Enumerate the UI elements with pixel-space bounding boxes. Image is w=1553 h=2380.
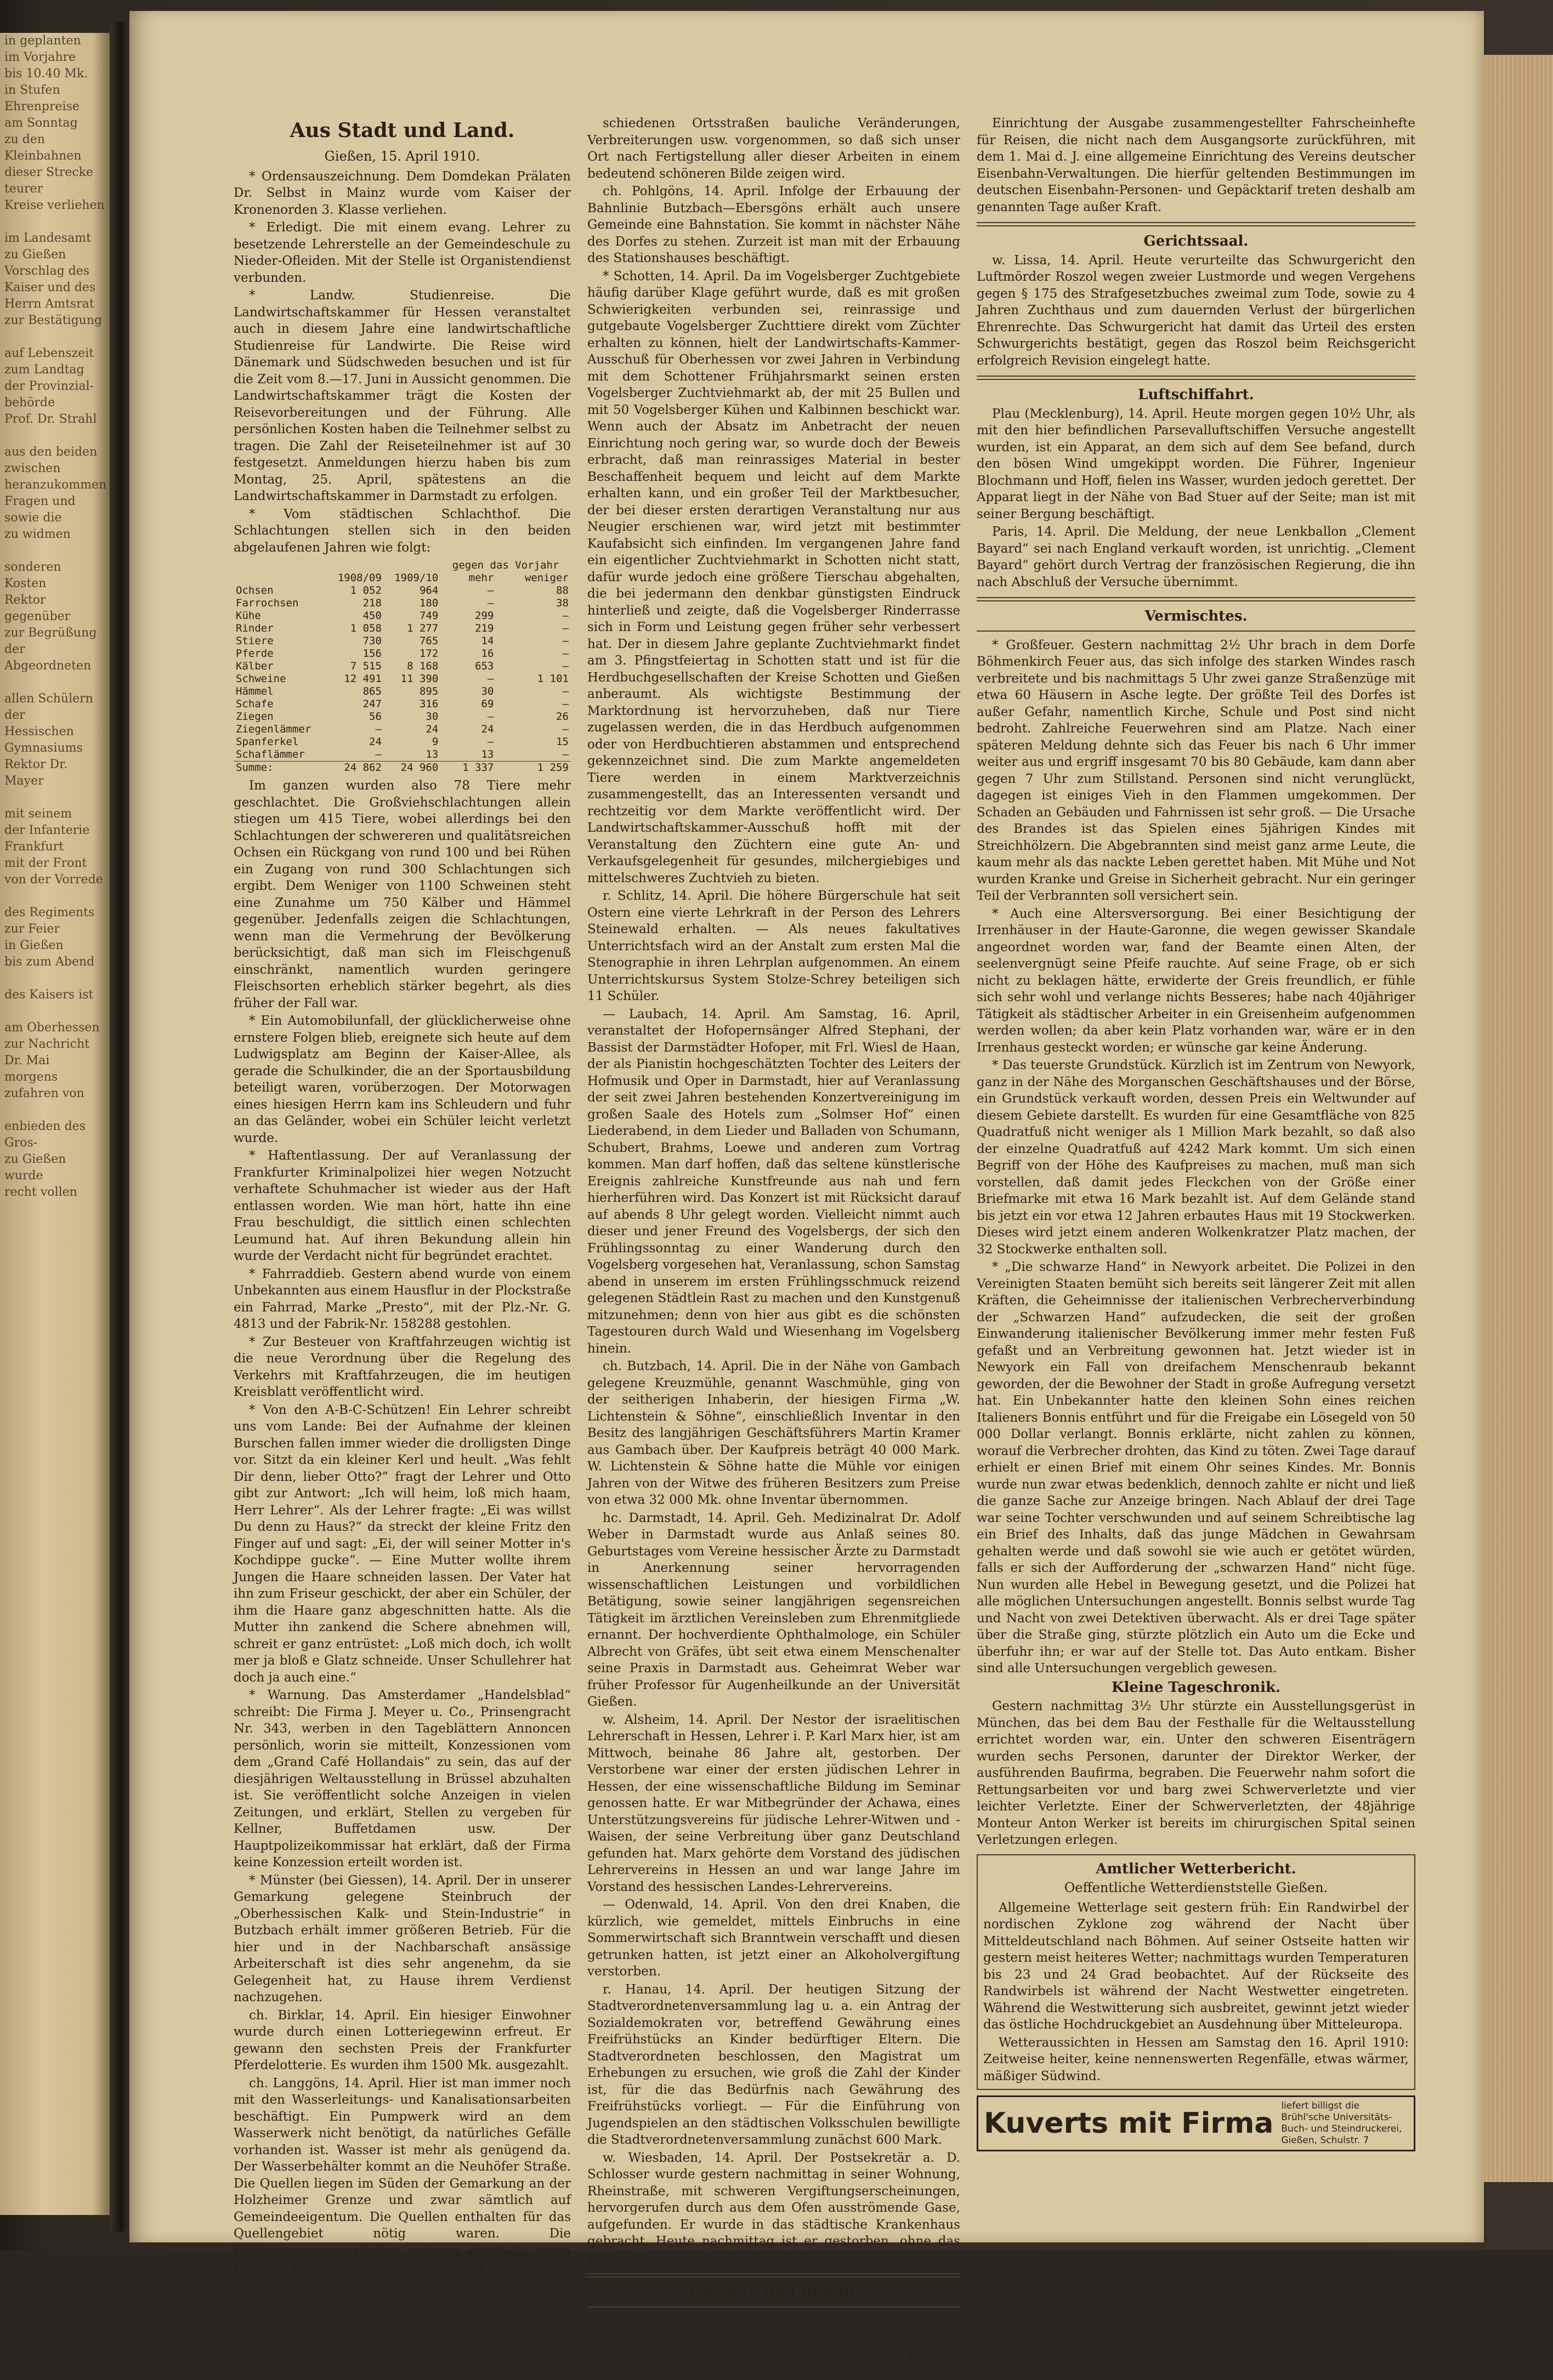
table-cell: — <box>562 660 569 672</box>
table-row <box>234 647 571 660</box>
table-row <box>234 673 571 685</box>
section-heading-aviation: Luftschiffahrt. <box>1138 387 1254 403</box>
advertisement-envelopes <box>977 2095 1415 2151</box>
table-cell: 30 <box>426 711 439 723</box>
weather-subheading: Oeffentliche Wetterdienststelle Gießen. <box>1064 1880 1328 1895</box>
table-row <box>234 584 571 597</box>
table-row <box>234 711 571 723</box>
article-paragraph: * Landw. Studienreise. Die Landwirtschaftskammer für Hessen veranstaltet auch in diesem Jahre eine landwirtschaftliche Studienreise für Landwirte. Die Reise wird Dänemark und Südschweden besuchen und ist für die Zeit vom 8.—17. Juni in Aussicht genommen. Die Landwirtschaftskammer trägt die Kosten der Reisevorbereitungen und der Führung. Alle persönlichen Kosten haben die Teilnehmer selbst zu tragen. Die Zahl der Reiseteilnehmer ist auf 30 festgesetzt. Anmeldungen hierzu haben bis zum Montag, 25. April, spätestens an die Landwirtschaftskammer in Darmstadt zu erfolgen. <box>234 288 571 503</box>
table-cell: — <box>487 597 494 609</box>
article-paragraph: Einrichtung der Ausgabe zusammengestellter Fahrscheinhefte für Reisen, die nicht nach dem Ausgangsorte zurückführen, mit dem 1. Mai d. J. eine allgemeine Einrichtung des Vereins deutscher Eisenbahn-Verwaltungen. Die hierfür geltenden Bestimmungen im deutschen Eisenbahn-Personen- und Gepäcktarif treten deshalb am genannten Tage außer Kraft. <box>977 116 1415 214</box>
table-cell: 12 491 <box>344 673 382 685</box>
table-row <box>234 610 571 622</box>
table-cell: 1 052 <box>350 584 382 597</box>
table-cell: — <box>562 723 569 735</box>
article-paragraph: * „Die schwarze Hand“ in Newyork arbeitet. Die Polizei in den Vereinigten Staaten bemüht sich bereits seit längerer Zeit mit allen Kräften, die Geheimnisse der italienischen Verbrecherverbindung der „Schwarzen Hand“ aufzudecken, die seit der großen Einwanderung italienischer Bevölkerung immer mehr festen Fuß gefaßt und an Verbreitung gewonnen hat. Jetzt wieder ist in Newyork ein Fall von dreifachem Menschenraub bekannt geworden, der die Bewohner der Stadt in große Aufregung versetzt hat. Ein Unbekannter hatte den kleinen Sohn eines reichen Italieners Bonnis entführt und für die Freigabe ein Lösegeld von 50 000 Dollar verlangt. Bonnis erklärte, nicht zahlen zu können, worauf die Verbrecher drohten, das Kind zu töten. Zwei Tage darauf erhielt er einen Brief mit einem Ohr seines Kindes. Mr. Bonnis wurde nun zwar etwas bedenklich, dennoch zahlte er nicht und ließ die ganze Sache zur Anzeige bringen. Nach Ablauf der drei Tage war seine Tochter verschwunden und auf seinem Schreibtische lag ein Brief des Inhalts, daß das junge Mädchen in Gewahrsam gehalten werde und daß sowohl sie wie auch er getötet würden, falls er sich der Aufforderung der „schwarzen Hand“ nicht füge. Nun wurden alle Hebel in Bewegung gesetzt, und die Polizei hat alle möglichen Untersuchungen angestellt. Bonnis selbst wurde Tag und Nacht von zwei Detektiven überwacht. Als er drei Tage später über die Straße ging, stürzte plötzlich ein Auto um die Ecke und überfuhr ihn; er war auf der Stelle tot. Das Auto entkam. Bisher sind alle Untersuchungen vergeblich gewesen. <box>977 1260 1415 1675</box>
table-cell: — <box>375 748 382 760</box>
article-paragraph: ch. Pohlgöns, 14. April. Infolge der Erbauung der Bahnlinie Butzbach—Ebersgöns erhält auch unsere Gemeinde eine Bahnstation. Sie kommt in nächster Nähe des Dorfes zu stehen. Zurzeit ist man mit der Erbauung des Stationshauses beschäftigt. <box>587 184 960 265</box>
table-cell: Pferde <box>236 647 274 660</box>
table-header: mehr <box>468 572 494 584</box>
article-paragraph: * Schotten, 14. April. Da im Vogelsberger Zuchtgebiete häufig darüber Klage geführt wurde, daß es mit großen Schwierigkeiten verbunden sei, reinrassige und gutgebaute Vogelsberger Zuchttiere direkt vom Züchter erhalten zu können, hielt der Landwirtschafts-Kammer-Ausschuß für Oberhessen vor zwei Jahren in Verbindung mit dem Schottener Frühjahrsmarkt seinen ersten Vogelsberger Zuchtviehmarkt ab, der mit 25 Bullen und mit 50 Vogelsberger Kühen und Kalbinnen beschickt war. Wenn auch der Absatz im Anbetracht der neuen Einrichtung noch gering war, so wurde doch der Beweis erbracht, daß man reinrassiges Material in bester Beschaffenheit bequem und leicht auf dem Markte erhalten kann, und ein großer Teil der Marktbesucher, der bei dieser ersten derartigen Veranstaltung nur aus Neugier erschienen war, wird jetzt mit bestimmter Kaufabsicht sich einfinden. Im vergangenen Jahre fand ein eigentlicher Zuchtviehmarkt in Schotten nicht statt, dafür wurde jedoch eine größere Tierschau abgehalten, die bei jedermann den denkbar günstigsten Eindruck hinterließ und zeigte, daß die Vogelsberger Rinderrasse sich in Form und Leistung gegen früher sehr verbessert hat. Der in diesem Jahre geplante Zuchtviehmarkt findet am 3. Pfingstfeiertag in Schotten statt und ist für die Herdbuchgesellschaften der Kreise Schotten und Gießen anberaumt. Als wichtigste Bestimmung der Marktordnung ist hervorzuheben, daß nur Tiere zugelassen werden, die in das Herdbuch aufgenommen oder von Herdbuchtieren abstammen und entsprechend gekennzeichnet sind. Die zum Markte angemeldeten Tiere werden in einem Marktverzeichnis zusammengestellt, das an Interessenten versandt und rechtzeitig vor dem Markte veröffentlicht wird. Der Landwirtschaftskammer-Ausschuß hofft mit der Veranstaltung den Züchtern eine gute An- und Verkaufsgelegenheit für gesundes, milchergiebiges und mittelschweres Zuchtvieh zu bieten. <box>587 269 960 885</box>
table-cell: 895 <box>419 685 439 697</box>
table-cell: 865 <box>362 685 382 697</box>
article-paragraph: * Von den A-B-C-Schützen! Ein Lehrer schreibt uns vom Lande: Bei der Aufnahme der kleinen Burschen fallen immer wieder die drolligsten Dinge vor. Sitzt da ein kleiner Kerl und heult. „Was fehlt Dir denn, lieber Otto?“ fragt der Lehrer und Otto gibt zur Antwort: „Ich will heim, loß mich haam, Herr Lehrer“. Als der Lehrer fragte: „Ei was willst Du denn zu Haus?“ da streckt der kleine Fritz den Finger auf und sagt: „Ei, der will seiner Motter in's Kochdippe gucke“. — Eine Mutter wollte ihrem Jungen die Haare schneiden lassen. Der Vater hat ihn zum Friseur geschickt, der aber ein Schüler, der ihm die Haare ganz abgeschnitten hatte. Als die Mutter ihn zankend die Schere abnehmen will, schreit er ganz entrüstet: „Loß mich doch, ich wollt mer ja bloß e Glatz schneide. Unser Schullehrer hat doch ja auch eine.“ <box>234 1402 571 1685</box>
table-cell: — <box>562 622 569 634</box>
article-paragraph: ch. Butzbach, 14. April. Die in der Nähe von Gambach gelegene Kreuzmühle, genannt Waschmühle, ging von der seitherigen Inhaberin, der hiesigen Firma „W. Lichtenstein & Söhne“, einschließlich Inventar in den Besitz des langjährigen Geschäftsführers Martin Kramer aus Gambach über. Der Kaufpreis beträgt 40 000 Mark. W. Lichtenstein & Söhne hatte die Mühle vor einigen Jahren von der Witwe des früheren Besitzers zum Preise von etwa 32 000 Mk. ohne Inventar übernommen. <box>587 1359 960 1507</box>
table-cell: 56 <box>369 711 382 723</box>
article-paragraph: Gestern nachmittag 3½ Uhr stürzte ein Ausstellungsgerüst in München, das bei dem Bau der Festhalle für die Weltausstellung errichtet worden war, ein. Unter den schweren Eisenträgern wurden sechs Personen, darunter der Direktor Werker, der ausführenden Baufirma, begraben. Die Feuerwehr nahm sofort die Rettungsarbeiten vor und barg zwei Schwerverletzte und vier leichter Verletzte. Einer der Schwerverletzten, der 48jährige Monteur Anton Werker ist bereits im chirurgischen Spital seinen Verletzungen erlegen. <box>977 1699 1415 1847</box>
table-row <box>234 660 571 673</box>
column-1 <box>234 115 571 2308</box>
weather-heading: Amtlicher Wetterbericht. <box>1096 1860 1296 1877</box>
section-heading-miscellaneous: Vermischtes. <box>1144 608 1248 624</box>
table-header: 1909/10 <box>394 572 439 584</box>
table-header-note: gegen das Vorjahr <box>452 559 559 571</box>
table-cell: 316 <box>419 698 439 710</box>
newspaper-page <box>129 11 1484 2378</box>
table-cell: 219 <box>475 622 494 634</box>
table-cell: — <box>375 723 382 735</box>
column-2 <box>587 115 960 2378</box>
article-paragraph: * Vom städtischen Schlachthof. Die Schlachtungen stellen sich in den beiden abgelaufenen Jahren wie folgt: <box>234 507 571 555</box>
article-paragraph: ch. Langgöns, 14. April. Hier ist man immer noch mit den Wasserleitungs- und Kanalisationsarbeiten beschäftigt. Ein Pumpwerk wird an dem Wasserwerk nicht benötigt, da natürliches Gefälle vorhanden ist. Wasser ist mehr als genügend da. Der Wasserbehälter kommt an die Neuhöfer Straße. Die Quellen liegen im Süden der Gemarkung an der Holzheimer Grenze und zwar sämtlich auf Gemeindeeigentum. Die Quellen enthalten für das Quellengebiet nötig waren. Die Feldbereinigungsarbeiten nehmen ebenfalls einen raschen Fortgang. In Verbindung mit allen diesen Arbeiten werden in verschiedenen Ortsstraßen bauliche Veränderungen vorgenommen. <box>234 2076 571 2308</box>
table-cell: 247 <box>362 698 382 710</box>
weather-paragraph: Allgemeine Wetterlage seit gestern früh: Ein Randwirbel der nordischen Zyklone zog während der Nacht über Mitteldeutschland nach Böhmen. Auf seiner Ostseite hatten wir gestern meist heiteres Wetter; nachmittags wurden Temperaturen bis 23 und 24 Grad beobachtet. Auf der Rückseite des Randwirbels ist während der Nacht Westwetter eingetreten. Während die Westwitterung sich ausbreitet, gewinnt jetzt wieder das östliche Hochdruckgebiet an Ausdehnung über Mitteleuropa. <box>983 1900 1409 2032</box>
column-1-articles <box>234 777 571 2309</box>
table-header: weniger <box>524 572 569 584</box>
table-sum-row <box>234 762 571 775</box>
table-cell: Ziegen <box>236 711 274 723</box>
weather-paragraph: Wetteraussichten in Hessen am Samstag den 16. April 1910: Zeitweise heiter, keine nennenswerten Regenfälle, etwas wärmer, mäßiger Südwind. <box>983 2035 1409 2083</box>
table-cell: — <box>562 685 569 697</box>
travel-paragraph: * Eine wichtige Neuerung im Reiseverkehr hat die ständige Tarifkommission in ihrer letzten Sitzung beschlossen. Danach wird die bisher nur für die deutschen Verkehre bestehende <box>587 2314 960 2378</box>
article-paragraph: * Großfeuer. Gestern nachmittag 2½ Uhr brach in dem Dorfe Böhmenkirch Feuer aus, das sich infolge des starken Windes rasch verbreitete und bis nachmittags 5 Uhr zwei ganze Straßenzüge mit etwa 60 Häusern in Asche legte. Der größte Teil des Dorfes ist außer Gefahr, namentlich Kirche, Schule und Post sind nicht bedroht. Zahlreiche Feuerwehren sind am Platze. Nach einer späteren Meldung dehnte sich das Feuer bis nach 6 Uhr immer weiter aus und ergriff insgesamt 70 bis 80 Gebäude, kam dann aber gegen 7 Uhr zum Stillstand. Personen sind nicht verunglückt, dagegen ist einiges Vieh in den Flammen umgekommen. Der Schaden an Gebäuden und Fahrnissen ist sehr groß. — Die Ursache des Brandes ist das Spielen eines 5jährigen Kindes mit Streichhölzern. Die Abgebrannten sind meist ganz arme Leute, die kaum mehr als das nackte Leben gerettet haben. Mit Mühe und Not wurden Kranke und Greise in Sicherheit gebracht. Nur ein geringer Teil der Verbrannten soll versichert sein. <box>977 638 1415 903</box>
section-heading-court: Gerichtssaal. <box>1143 233 1249 249</box>
book-gutter <box>110 22 132 2231</box>
article-paragraph: * Haftentlassung. Der auf Veranlassung der Frankfurter Kriminalpolizei hier wegen Notzucht verhaftete Schuhmacher ist wieder aus der Haft entlassen worden. Wie man hört, hatte ihn eine Frau beschuldigt, die sittlich einen schlechten Leumund hat. Auf ihren Bekundung allein hin wurde der Verdacht nicht für begründet erachtet. <box>234 1149 571 1263</box>
table-cell: 24 960 <box>384 762 440 775</box>
table-cell: Ziegenlämmer <box>236 723 311 735</box>
table-cell: — <box>487 711 494 723</box>
table-header-row <box>234 572 571 584</box>
slaughter-statistics-table <box>234 559 571 774</box>
table-cell: 38 <box>556 597 569 609</box>
table-cell: Schaflämmer <box>236 748 305 760</box>
table-cell: 1 101 <box>537 673 569 685</box>
table-cell: 26 <box>556 711 569 723</box>
article-paragraph: hc. Darmstadt, 14. April. Geh. Medizinalrat Dr. Adolf Weber in Darmstadt wurde aus Anlaß seines 80. Geburtstages vom Vereine hessischer Ärzte zu Darmstadt in Anerkennung seiner hervorragenden wissenschaftlichen Leistungen und vorbildlichen Betätigung, sowie seiner langjährigen segensreichen Tätigkeit im ärztlichen Vereinsleben zum Ehrenmitgliede ernannt. Der hochverdiente Ophthalmologe, ein Schüler Albrecht von Gräfes, übt seit etwa einem Menschenalter seine Praxis in Darmstadt aus. Geheimrat Weber war früher Professor für Augenheilkunde an der Universität Gießen. <box>587 1510 960 1709</box>
article-paragraph: — Laubach, 14. April. Am Samstag, 16. April, veranstaltet der Hofopernsänger Alfred Stephani, der Bassist der Darmstädter Hofoper, mit Frl. Wiesl de Haan, der als Pianistin hochgeschätzten Tochter des Leiters der Hofmusik und Oper in Darmstadt, hier auf Veranlassung der seit zwei Jahren bestehenden Konzertvereinigung im großen Saale des Hotels zum „Solmser Hof“ einen Liederabend, in dem Lieder und Balladen von Schumann, Schubert, Brahms, Loewe und anderen zum Vortrag kommen. Man darf hoffen, daß das seltene künstlerische Ereignis zahlreiche Kunstfreunde aus nah und fern hierherführen wird. Das Konzert ist mit Rücksicht darauf auf abends 8 Uhr gelegt worden. Vielleicht nimmt auch dieser und jener Freund des Vogelsbergs, der sich den Frühlingssonntag zu einer Wanderung durch den Vogelsberg vorgesehen hat, Veranlassung, schon Samstag abend in unserem im ersten Frühlingsschmuck reizend gelegenen Städtlein Rast zu machen und den Kunstgenuß mitzunehmen; denn von hier aus gibt es die schönsten Tagestouren durch Wald und Wiesenhang im Vogelsberg hinein. <box>587 1007 960 1356</box>
table-cell: 13 <box>481 748 494 760</box>
table-cell: Rinder <box>236 622 274 634</box>
table-cell: 24 862 <box>327 762 384 775</box>
left-page-text: in geplanten im Vorjahre bis 10.40 Mk. in Stufen Ehrenpreise am Sonntag zu den Kleinbahnen dieser Strecke teurer Kreise verliehen im Landesamt zu Gießen Vorschlag des Kaiser und des Herrn Amtsrat zur Bestätigung auf Lebenszeit zum Landtag der Provinzial- behörde Prof. Dr. Strahl aus den beiden zwischen heranzukommen Fragen und sowie die zu widmen sonderen Kosten Rektor gegenüber zur Begrüßung der Abgeordneten allen Schülern der Hessischen Gymnasiums Rektor Dr. Mayer mit seinem der Infanterie Frankfurt mit der Front von der Vorrede des Regiments zur Feier in Gießen bis zum Abend des Kaisers ist am Oberhessen zur Nachricht Dr. Mai morgens zufahren von enbieden des Gros- zu Gießen wurde recht vollen <box>4 34 107 1199</box>
table-cell: Stiere <box>236 635 274 647</box>
article-paragraph: w. Lissa, 14. April. Heute verurteilte das Schwurgericht den Luftmörder Roszol wegen zweier Lustmorde und wegen Vergehens gegen § 175 des Strafgesetzbuches zweimal zum Tode, sowie zu 4 Jahren Zuchthaus und zum dauernden Verlust der bürgerlichen Ehrenrechte. Das Schwurgericht hat damit das Urteil des ersten Schwurgerichts bestätigt, gegen das Roszol beim Reichsgericht erfolgreich Revision eingelegt hatte. <box>977 253 1415 368</box>
table-row <box>234 698 571 711</box>
table-cell: — <box>562 748 569 760</box>
table-cell: 964 <box>419 584 439 597</box>
table-cell: 218 <box>362 597 382 609</box>
article-paragraph: * Ein Automobilunfall, der glücklicherweise ohne ernstere Folgen blieb, ereignete sich heute auf dem Ludwigsplatz am Beginn der Kaiser-Allee, als gerade die Schulkinder, die an der Sportausbildung beteiligt waren, vorüberzogen. Der Motorwagen eines hiesigen Herrn kam ins Schleudern und fuhr an das Geländer, wobei ein Schüler leicht verletzt wurde. <box>234 1014 571 1145</box>
page-stack-edge <box>1484 55 1553 2182</box>
table-cell: Schafe <box>236 698 274 710</box>
table-cell: 1 259 <box>496 762 571 775</box>
article-paragraph: Paris, 14. April. Die Meldung, der neue Lenkballon „Clement Bayard“ sei nach England verkauft worden, ist unrichtig. „Clement Bayard“ gehört durch Vertrag der französischen Regierung, die ihn nach Abschluß der Versuche übernimmt. <box>977 525 1415 589</box>
weather-report-box <box>977 1854 1415 2091</box>
table-cell: 765 <box>419 635 439 647</box>
table-cell: — <box>562 698 569 710</box>
section-divider <box>977 222 1415 226</box>
article-paragraph: w. Alsheim, 14. April. Der Nestor der israelitischen Lehrerschaft in Hessen, Lehrer i. P. Karl Marx hier, ist am Mittwoch, beinahe 86 Jahre alt, gestorben. Der Verstorbene war einer der ersten jüdischen Lehrer in Hessen, der eine wissenschaftliche Bildung im Seminar genossen hatte. Er war Mitbegründer der Achawa, eines Unterstützungsvereins für jüdische Lehrer-Witwen und -Waisen, der seine Verbreitung über ganz Deutschland gefunden hat. Marx gehörte dem Vorstand des jüdischen Lehrervereins in Hessen an und war lange Jahre im Vorstand des hessischen Landes-Lehrervereins. <box>587 1712 960 1894</box>
table-cell: 749 <box>419 610 439 622</box>
table-cell: — <box>487 673 494 685</box>
article-paragraph: * Erledigt. Die mit einem evang. Lehrer zu besetzende Lehrerstelle an der Gemeindeschule zu Nieder-Ofleiden. Mit der Stelle ist Organistendienst verbunden. <box>234 220 571 285</box>
table-row <box>234 597 571 610</box>
article-paragraph: * Auch eine Altersversorgung. Bei einer Besichtigung der Irrenhäuser in der Haute-Garonne, die wegen gewisser Skandale angeordnet worden war, fand der Beamte einen Alten, der seelenvergnügt seine Pfeife rauchte. Auf seine Frage, ob er sich nicht zu beklagen hätte, erwiderte der Greis freundlich, er fühle sich sehr wohl und verlange nichts Besseres; habe nach 40jähriger Tätigkeit als städtischer Arbeiter in ein Greisenheim aufgenommen werden wollen; da aber kein Platz vorhanden war, wäre er in den Irrenhaus gesteckt worden; er wünsche gar keine Änderung. <box>977 906 1415 1055</box>
table-note-row <box>234 559 571 572</box>
table-cell: 9 <box>432 736 439 748</box>
table-cell: 1 058 <box>350 622 382 634</box>
table-body <box>234 584 571 762</box>
column-3 <box>977 115 1415 2171</box>
table-cell: 13 <box>426 748 439 760</box>
table-cell: Summe: <box>234 762 327 775</box>
table-cell: Kälber <box>236 660 274 672</box>
table-cell: — <box>487 736 494 748</box>
article-paragraph: r. Schlitz, 14. April. Die höhere Bürgerschule hat seit Ostern eine vierte Lehrkraft in der Person des Lehrers Steinewald erhalten. — Als neues fakultatives Unterrichtsfach wird an der Anstalt zum ersten Mal die Stenographie in ihren Lehrplan aufgenommen. An einem Unterrichtskursus System Stolze-Schrey beteiligen sich 11 Schüler. <box>587 889 960 1003</box>
table-cell: 156 <box>362 647 382 660</box>
table-cell: — <box>562 647 569 660</box>
table-row <box>234 622 571 635</box>
table-cell: 8 168 <box>407 660 439 672</box>
section-heading-local-news: Aus Stadt und Land. <box>290 119 515 142</box>
table-cell: — <box>562 635 569 647</box>
article-paragraph: * Fahrraddieb. Gestern abend wurde von einem Unbekannten aus einem Hausflur in der Plockstraße ein Fahrrad, Marke „Presto“, mit der Plz.-Nr. G. 4813 und der Fabrik-Nr. 158288 gestohlen. <box>234 1266 571 1331</box>
article-paragraph: w. Wiesbaden, 14. April. Der Postsekretär a. D. Schlosser wurde gestern nachmittag in seiner Wohnung, Rheinstraße, mit schweren Vergiftungserscheinungen, hervorgerufen durch aus dem Ofen ausströmende Gase, aufgefunden. Er wurde in das städtische Krankenhaus gebracht. Heute nachmittag ist er gestorben, ohne das Bewußtsein wieder erlangt zu haben. <box>587 2150 960 2265</box>
column-2-articles <box>587 115 960 2267</box>
table-row <box>234 723 571 736</box>
dateline: Gießen, 15. April 1910. <box>324 149 480 164</box>
table-cell: 16 <box>481 647 494 660</box>
ad-text: liefert billigst die Brühl'sche Universitäts-Buch- und Steindruckerei, Gießen, Schulstr. 7 <box>1281 2100 1402 2146</box>
table-cell: Hämmel <box>236 685 274 697</box>
divider <box>587 2307 960 2308</box>
article-paragraph: — Odenwald, 14. April. Von den drei Knaben, die kürzlich, wie gemeldet, mittels Einbruchs in eine Sommerwirtschaft sich Branntwein verschafft und diesen getrunken hatten, ist jetzt einer an Alkoholvergiftung verstorben. <box>587 1898 960 1979</box>
table-row <box>234 685 571 698</box>
table-cell: Spanferkel <box>236 736 299 748</box>
left-page-sliver <box>0 33 110 2215</box>
section-divider <box>977 376 1415 380</box>
article-paragraph: * Zur Besteuer von Kraftfahrzeugen wichtig ist die neue Verordnung über die Regelung des Verkehrs mit Kraftfahrzeugen, die im heutigen Kreisblatt veröffentlicht wird. <box>234 1334 571 1399</box>
divider <box>977 630 1415 632</box>
table-cell: 172 <box>419 647 439 660</box>
table-cell: 24 <box>369 736 382 748</box>
table-cell: 1 337 <box>440 762 496 775</box>
article-paragraph: ch. Birklar, 14. April. Ein hiesiger Einwohner wurde durch einen Lotteriegewinn erfreut. Er gewann den sechsten Preis der Frankfurter Pferdelotterie. Es wurden ihm 1500 Mk. ausgezahlt. <box>234 2008 571 2072</box>
table-cell: 450 <box>362 610 382 622</box>
section-divider <box>977 597 1415 601</box>
article-paragraph: Plau (Mecklenburg), 14. April. Heute morgen gegen 10½ Uhr, als mit den hier befindlichen Parsevalluftschiffen Versuche angestellt wurden, ist ein Apparat, an dem sich auf dem See befand, durch den bösen Wind umgekippt worden. Die Führer, Ingenieur Blochmann und Hoff, fielen ins Wasser, wurden jedoch gerettet. Der Apparat liegt in der Nähe von Bad Stuer auf der Seite; man ist mit seiner Bergung beschäftigt. <box>977 406 1415 521</box>
table-cell: 15 <box>556 736 569 748</box>
table-cell: 69 <box>481 698 494 710</box>
table-cell: 88 <box>556 584 569 597</box>
section-heading-daily-chronicle: Kleine Tageschronik. <box>1111 1679 1281 1696</box>
section-heading-travel: Wandern und Reisen. <box>688 2284 859 2301</box>
table-cell: 653 <box>475 660 494 672</box>
table-header <box>234 572 327 584</box>
article-paragraph: * Das teuerste Grundstück. Kürzlich ist im Zentrum von Newyork, ganz in der Nähe des Morganschen Geschäftshauses und der Börse, ein Grundstück verkauft worden, dessen Preis ein Weltwunder auf diesem Gebiete darstellt. Es wurden für eine Gesamtfläche von 825 Quadratfuß nicht weniger als 1 Million Mark bezahlt, so daß also der einzelne Quadratfuß auf 4242 Mark kommt. Um sich einen Begriff von der Höhe des Kaufpreises zu machen, muß man sich vorstellen, daß damit jedes Fleckchen von der Größe einer Briefmarke mit etwa 16 Mark bezahlt ist. Auf dem Gelände stand bis jetzt ein vor etwa 12 Jahren erbautes Haus mit 19 Stockwerken. Dieses wird jetzt einem anderen Wolkenkratzer Platz machen, der 32 Stockwerke enthalten soll. <box>977 1058 1415 1257</box>
table-cell: Schweine <box>236 673 286 685</box>
table-cell: 24 <box>426 723 439 735</box>
table-cell: 730 <box>362 635 382 647</box>
article-paragraph: schiedenen Ortsstraßen bauliche Veränderungen, Verbreiterungen usw. vorgenommen, so daß sich unser Ort nach Fertigstellung aller dieser Arbeiten in einem bedeutend schöneren Bilde zeigen wird. <box>587 116 960 181</box>
section-divider <box>587 2273 960 2277</box>
table-header: 1908/09 <box>337 572 382 584</box>
article-paragraph: * Warnung. Das Amsterdamer „Handelsblad“ schreibt: Die Firma J. Meyer u. Co., Prinsengracht Nr. 343, werben in den Tageblättern Annoncen persönlich, worin sie mitteilt, Konzessionen vom dem „Grand Café Hollandais“ zu sein, das auf der diesjährigen Weltausstellung in Brüssel abzuhalten ist. Sie veröffentlicht solche Anzeigen in vielen Zeitungen, und erklärt, Stellen zu vergeben für Kellner, Buffetdamen usw. Der Hauptpolizeikommissar hat erklärt, daß der Firma keine Konzession erteilt worden ist. <box>234 1688 571 1870</box>
article-paragraph: r. Hanau, 14. April. Der heutigen Sitzung der Stadtverordnetenversammlung lag u. a. ein Antrag der Sozialdemokraten vor, betreffend Gewährung eines Freifrühstücks an Kinder bedürftiger Eltern. Die Stadtverordneten beschlossen, den Magistrat um Erhebungen zu ersuchen, wie groß die Zahl der Kinder ist, für die das Bedürfnis nach Gewährung des Freifrühstücks vorliegt. — Für die Einführung von Jugendspielen an den städtischen Volksschulen bewilligte die Stadtverordnetenversammlung zunächst 600 Mark. <box>587 1982 960 2147</box>
table-cell: 1 277 <box>407 622 439 634</box>
table-cell: — <box>562 610 569 622</box>
table-cell: 14 <box>481 635 494 647</box>
ad-title: Kuverts mit Firma <box>984 2107 1274 2140</box>
table-cell: 30 <box>481 685 494 697</box>
table-row <box>234 748 571 762</box>
table-row <box>234 736 571 748</box>
table-cell: Farrochsen <box>236 597 299 609</box>
table-cell: 180 <box>419 597 439 609</box>
table-cell: 299 <box>475 610 494 622</box>
table-cell: 11 390 <box>400 673 439 685</box>
table-cell: Kühe <box>236 610 261 622</box>
table-row <box>234 635 571 647</box>
table-cell: — <box>487 584 494 597</box>
table-cell: Ochsen <box>236 584 274 597</box>
table-cell: 24 <box>481 723 494 735</box>
article-paragraph: * Münster (bei Giessen), 14. April. Der in unserer Gemarkung gelegene Steinbruch der „Oberhessischen Kalk- und Stein-Industrie“ in Butzbach erhält immer größeren Betrieb. Für die hier und in der Nachbarschaft ansässige Arbeiterschaft ist dies sehr angenehm, da sie Gelegenheit hat, zu Hause ihrem Verdienst nachzugehen. <box>234 1873 571 2004</box>
table-cell: 7 515 <box>350 660 382 672</box>
article-paragraph: * Ordensauszeichnung. Dem Domdekan Prälaten Dr. Selbst in Mainz wurde vom Kaiser der Kronenorden 3. Klasse verliehen. <box>234 169 571 217</box>
article-paragraph: Im ganzen wurden also 78 Tiere mehr geschlachtet. Die Großviehschlachtungen allein stiegen um 415 Tiere, wobei allerdings bei den Schlachtungen der schwereren und qualitätsreichen Ochsen ein Rückgang von rund 100 und bei Rühen ein Zugang von rund 300 Schlachtungen sich ergibt. Dem Weniger von 1100 Schweinen steht eine Zunahme um 750 Kälber und Hämmel gegenüber. Jedenfalls zeigen die Schlachtungen, wenn man die Vermehrung der Bevölkerung berücksichtigt, daß man sich im Fleischgenuß einschränkt, namentlich wurden geringere Fleischsorten erheblich stärker begehrt, als dies früher der Fall war. <box>234 779 571 1010</box>
